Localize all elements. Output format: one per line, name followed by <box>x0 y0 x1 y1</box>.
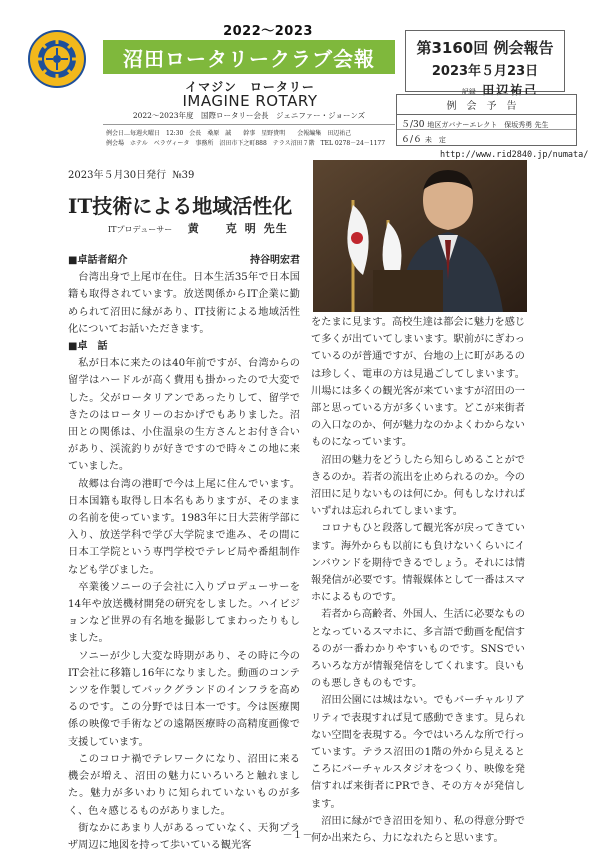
report-title: 第3160回 例会報告 <box>416 39 554 57</box>
intro-heading: ■卓話者紹介 <box>68 255 128 266</box>
club-website-link[interactable]: http://www.rid2840.jp/numata/ <box>440 150 589 160</box>
issue-info <box>68 166 194 181</box>
speaker-title: 先生 <box>263 222 288 235</box>
article-column-left <box>68 252 300 854</box>
speaker-photo <box>313 160 527 312</box>
article-paragraph: をたまに見ます。高校生達は都会に魅力を感じて多くが出ていてしまいます。駅前がにぎわっているのが普通ですが、台地の上に町があるのは珍しく、電車の方は見過ごしてしまいます。川場には多くの観光客が来ていますが沼田の一部と思っている方が多くいます。どこが来街者の入口なのか、何が魅力なのかよくわからないものになっています。 <box>311 317 525 449</box>
schedule-heading: 例会予告 <box>397 95 576 115</box>
article-paragraph: 沼田の魅力をどうしたら知らしめることができるのか。若者の流出を止められるのか。今の沼田に足りないものは何にか。何もしなければいずれは忘れられてしまいます。 <box>311 454 525 518</box>
meeting-info-line-2: 例会場 ホテル ベラヴィータ 事務所 沼田市下之町888 テラス沼田７階 TEL 0278－24－1177 <box>106 140 386 147</box>
meeting-info <box>106 129 398 149</box>
page-number: －１－ <box>282 830 313 841</box>
article-paragraph: コロナもひと段落して観光客が戻ってきています。海外からも以前にも負けないくらいにインバウンドを期待できるでしょう。それには情報発信が必要です。情報媒体として一番はスマホによるものです。 <box>311 523 525 604</box>
issue-number: №39 <box>172 170 195 181</box>
article-paragraph: 故郷は台湾の港町で今は上尾に住んでいます。日本国籍も取得し日本名もありますが、そのままの名前を使っています。1983年に日大芸術学部に入り、放送学科で学び大学院まで進み、その間に日本工学院という専門学校でテレビ局や番組制作なども学びました。 <box>68 478 300 576</box>
meeting-info-line-1: 例会日…毎週火曜日 12:30 会長 桑原 誠 幹事 星野貴明 会報編集 田辺祐己 <box>106 130 352 137</box>
article-paragraph: 卒業後ソニーの子会社に入りプロデューサーを14年や放送機材開発の研究をしました。ハイビジョンなど世界の有名地を撮影してまわったりもしました。 <box>68 581 300 645</box>
article-paragraph: このコロナ禍でテレワークになり、沼田に来る機会が増え、沼田の魅力にいろいろと触れました。魅力が多いわりに知られていないものが多く、色々感じるものがありました。 <box>68 753 300 817</box>
schedule-text: 未 定 <box>424 136 446 144</box>
issue-date: 2023年５月30日発行 <box>68 170 167 181</box>
theme-japanese: イマジン ロータリー <box>185 80 315 94</box>
intro-paragraph: 台湾出身で上尾市在住。日本生活35年で日本国籍も取得されています。放送関係からIT企業に勤められて沼田に縁があり、IT技術による地域活性化についてお話いただきます。 <box>68 272 300 335</box>
speaker-role: ITプロデューサー <box>108 225 173 234</box>
article-paragraph: 私が日本に来たのは40年前ですが、台湾からの留学はハードルが高く費用も掛かったので大変でした。父がロータリアンであったりして、留学できたのはロータリーのおかげでもありました。沼田との関係は、小住温泉の生方さんとお付き合いがあり、渓流釣りが好きですので時々この地に来ていました。 <box>68 358 300 473</box>
schedule-date: ６/６ <box>401 135 423 145</box>
article-paragraph: 沼田公園には城はない。でもバーチャルリアリティで表現すれば見て感動できます。見られない空間を表現する。今ではいろんな所で行っています。テラス沼田の1階の外から見えるところにバーチャルスタジオをつくり、映像を発信すれば来街者にPRでき、その方々が発信します。 <box>311 695 525 810</box>
article-headline: IT技術による地域活性化 <box>68 194 293 218</box>
rotary-international-logo <box>28 30 86 88</box>
speaker-byline <box>108 220 288 236</box>
article-paragraph: ソニーが少し大変な時期があり、その時に今のIT会社に移籍し16年になりました。動画のコンテンツを作製してバックグランドのインフラを高めるのです。この分野では日本一です。今は医療関係の映像で手術などの遠隔医療時の高精度画像で支援しています。 <box>68 650 300 748</box>
schedule-date: ５/30 <box>401 120 425 130</box>
article-paragraph: 沼田に縁ができ沼田を知り、私の得意分野で何か出来たら、力になれたらと思います。 <box>311 815 525 845</box>
article-column-right <box>311 314 525 847</box>
theme-english: IMAGINE ROTARY <box>182 92 318 110</box>
recorder-label: 記録 <box>461 88 476 96</box>
header-divider <box>103 124 395 125</box>
president-line: 2022～2023年度 国際ロータリー会長 ジェニファー・ジョーンズ <box>132 111 366 120</box>
meeting-report-box <box>405 30 565 97</box>
schedule-text: 地区ガバナーエレクト 保坂秀勇 先生 <box>427 121 549 129</box>
speaker-name: 黄 克明 <box>187 222 264 235</box>
talk-heading-row <box>68 338 300 355</box>
report-date: 2023年５月23日 <box>431 64 539 79</box>
recorder-name: 田辺祐己 <box>482 83 539 97</box>
schedule-row <box>397 115 576 130</box>
talk-heading: ■卓 話 <box>68 341 108 353</box>
fiscal-years: 2022～2023 <box>223 24 313 39</box>
article-paragraph: 若者から高齢者、外国人、生活に必要なものとなっているスマホに、多言語で動画を配信するのが一番わかりやすいものです。SNSでいろいろな方が情報発信をしてくれます。良いものも悪しきものもです。 <box>311 609 525 690</box>
article-paragraph: 街なかにあまり人があるっていなく、天狗プラザ周辺に地図を持って歩いている観光客 <box>68 822 300 851</box>
meeting-schedule <box>396 94 577 146</box>
club-name-banner: 沼田ロータリークラブ会報 <box>103 40 395 74</box>
intro-by: 持谷明宏君 <box>250 255 300 266</box>
intro-heading-row <box>68 252 300 269</box>
schedule-row <box>397 130 576 145</box>
